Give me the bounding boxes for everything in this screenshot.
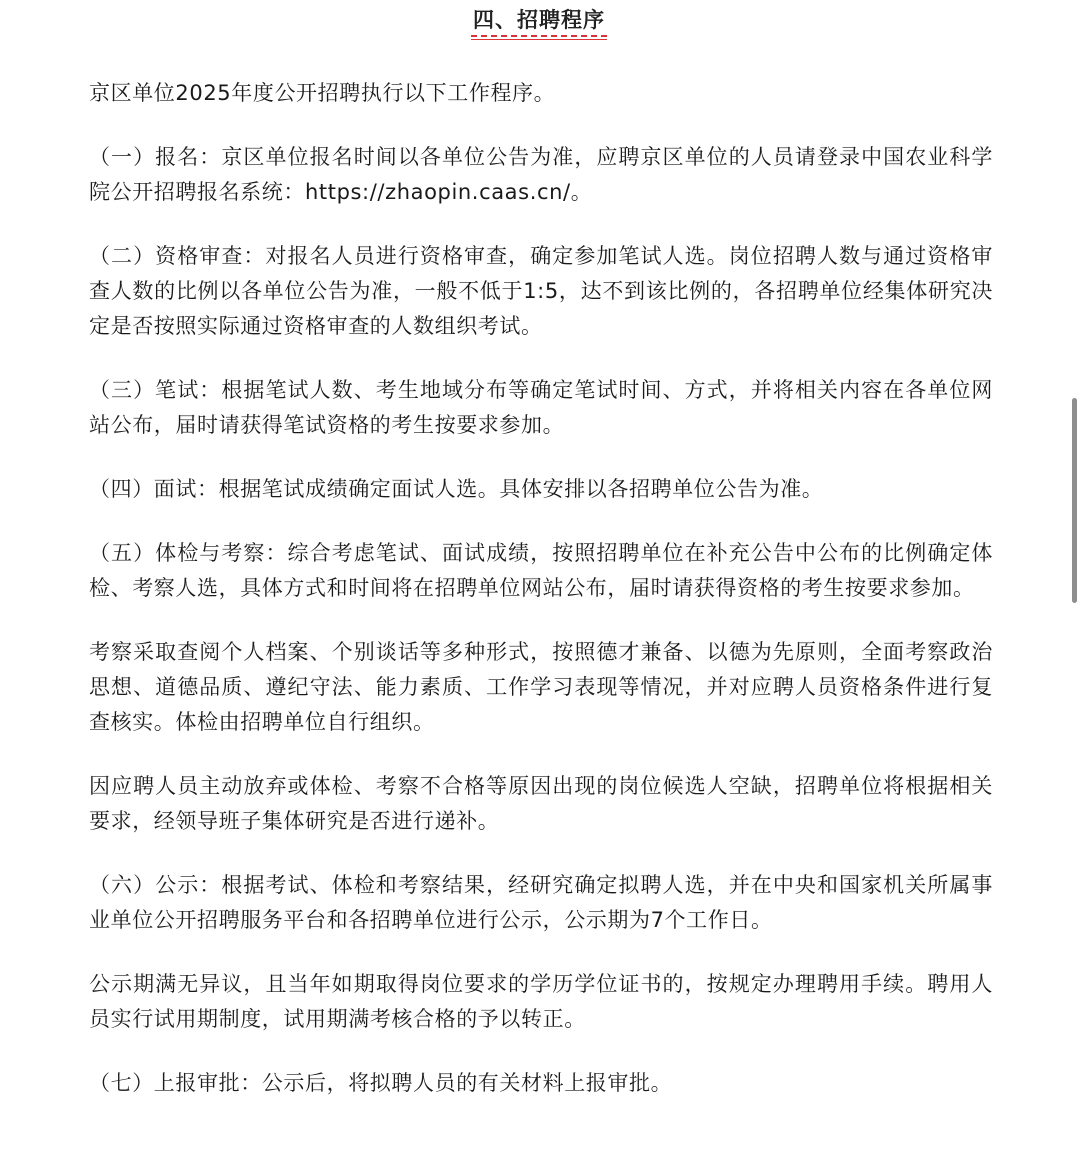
article-body [89,76,993,1130]
paragraph-qualification-review: （二）资格审查：对报名人员进行资格审查，确定参加笔试人选。岗位招聘人数与通过资格审查人数的比例以各单位公告为准，一般不低于1:5，达不到该比例的，各招聘单位经集体研究决定是否按照实际通过资格审查的人数组织考试。 [89,244,993,338]
paragraph-vacancy: 因应聘人员主动放弃或体检、考察不合格等原因出现的岗位候选人空缺，招聘单位将根据相关要求，经领导班子集体研究是否进行递补。 [89,774,993,833]
paragraph-medical-check: （五）体检与考察：综合考虑笔试、面试成绩，按照招聘单位在补充公告中公布的比例确定体检、考察人选，具体方式和时间将在招聘单位网站公布，届时请获得资格的考生按要求参加。 [89,541,993,600]
vertical-scrollbar[interactable] [1072,398,1077,603]
paragraph-publicity: （六）公示：根据考试、体检和考察结果，经研究确定拟聘人选，并在中央和国家机关所属事业单位公开招聘服务平台和各招聘单位进行公示，公示期为7个工作日。 [89,873,993,932]
paragraph-inspection: 考察采取查阅个人档案、个别谈话等多种形式，按照德才兼备、以德为先原则，全面考察政治思想、道德品质、遵纪守法、能力素质、工作学习表现等情况，并对应聘人员资格条件进行复查核实。体检由招聘单位自行组织。 [89,640,993,734]
paragraph-interview: （四）面试：根据笔试成绩确定面试人选。具体安排以各招聘单位公告为准。 [89,477,824,501]
heading-container [0,2,1080,40]
section-heading [471,2,607,40]
paragraph-written-exam: （三）笔试：根据笔试人数、考生地域分布等确定笔试时间、方式，并将相关内容在各单位网站公布，届时请获得笔试资格的考生按要求参加。 [89,378,993,437]
section-heading-text: 四、招聘程序 [473,8,605,32]
paragraph-intro: 京区单位2025年度公开招聘执行以下工作程序。 [89,81,556,105]
paragraph-employment: 公示期满无异议，且当年如期取得岗位要求的学历学位证书的，按规定办理聘用手续。聘用人员实行试用期制度，试用期满考核合格的予以转正。 [89,972,993,1031]
paragraph-approval: （七）上报审批：公示后，将拟聘人员的有关材料上报审批。 [89,1071,673,1095]
paragraph-registration: （一）报名：京区单位报名时间以各单位公告为准，应聘京区单位的人员请登录中国农业科学院公开招聘报名系统：https://zhaopin.caas.cn/。 [89,145,993,204]
heading-underline [471,35,607,40]
